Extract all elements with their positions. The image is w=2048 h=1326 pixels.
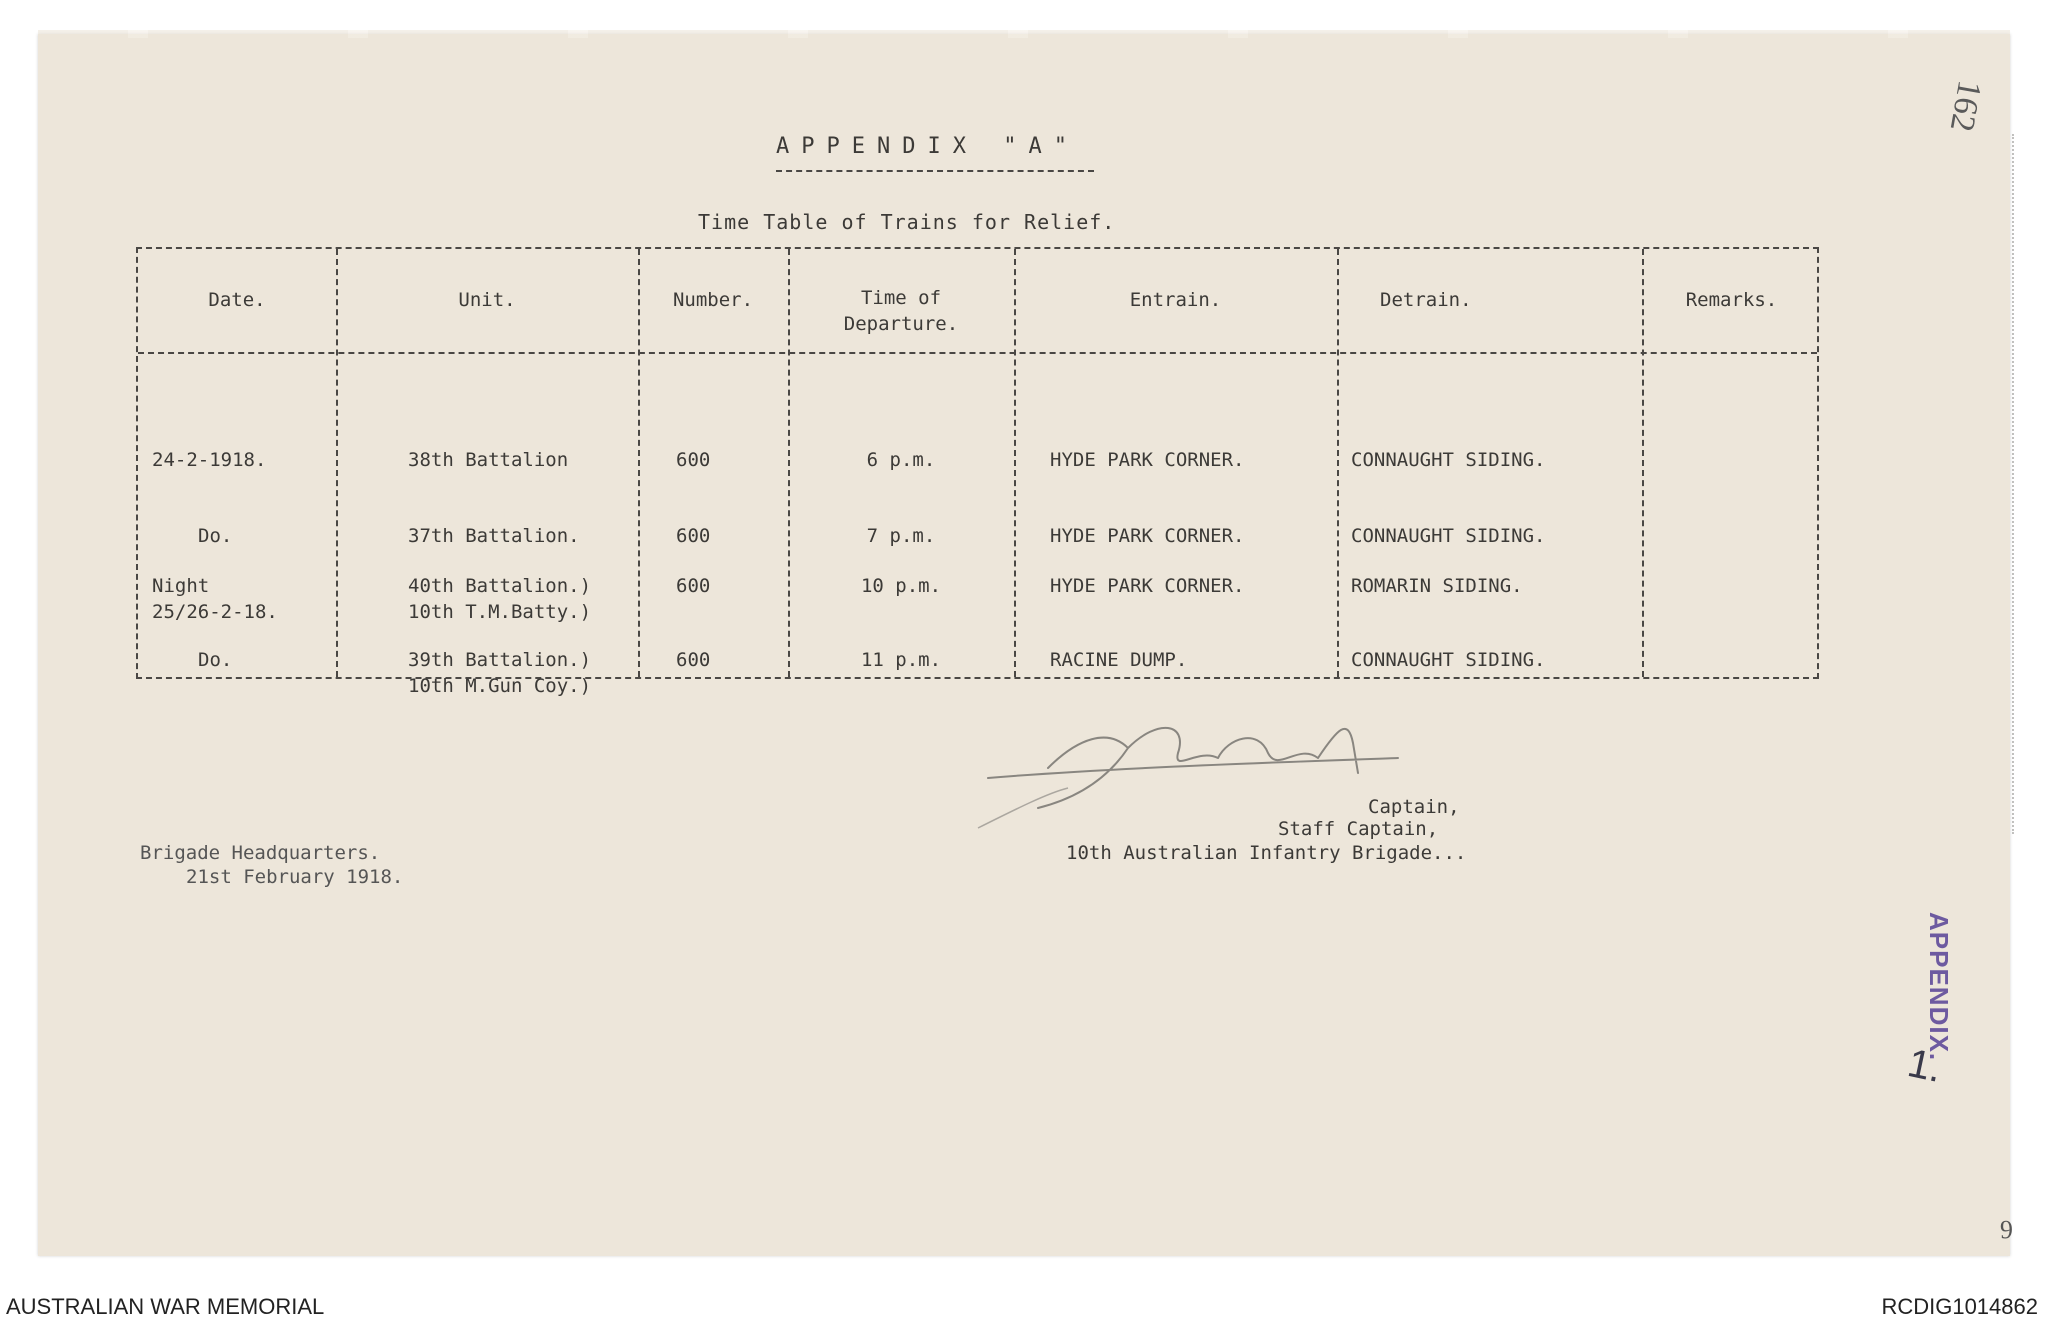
row1-departure: 6 p.m. [866,449,936,471]
row4-date: Do. [198,649,233,671]
column-divider [1337,249,1339,677]
record-id-caption: RCDIG1014862 [1881,1294,2038,1319]
header-entrain: Entrain. [1129,289,1222,311]
row4-entrain: RACINE DUMP. [1050,649,1188,671]
header-detrain: Detrain. [1380,289,1472,311]
handwritten-signature [958,698,1418,838]
row1-entrain: HYDE PARK CORNER. [1050,449,1245,471]
column-divider [638,249,640,677]
row2-date: Do. [198,525,233,547]
column-divider [1642,249,1644,677]
row3-date: Night 25/26-2-18. [152,575,278,623]
institution-caption: AUSTRALIAN WAR MEMORIAL [6,1294,325,1319]
row4-departure: 11 p.m. [860,649,942,671]
signatory-title: Staff Captain, [1278,818,1439,840]
row4-unit: 39th Battalion.) 10th M.Gun Coy.) [408,649,592,697]
train-timetable [136,247,1819,697]
row3-detrain: ROMARIN SIDING. [1351,575,1523,597]
table-title: Time Table of Trains for Relief. [698,210,1116,234]
appendix-stamp: APPENDIX. [1924,912,1954,1062]
row3-unit: 40th Battalion.) 10th T.M.Batty.) [408,575,592,623]
signatory-formation: 10th Australian Infantry Brigade... [1066,842,1467,864]
column-divider [336,249,338,677]
folio-number-bottom: 6 [2000,1215,2013,1244]
row2-departure: 7 p.m. [866,525,936,547]
header-remarks: Remarks. [1685,289,1778,311]
header-departure: Time of Departure. [843,287,959,335]
edge-marks [2012,134,2014,834]
row1-unit: 38th Battalion [408,449,569,471]
row2-number: 600 [676,525,711,547]
header-divider [138,352,1817,354]
column-divider [1014,249,1016,677]
row2-entrain: HYDE PARK CORNER. [1050,525,1245,547]
appendix-heading: APPENDIX "A" [776,134,1079,159]
heading-underline [776,170,1094,172]
row4-detrain: CONNAUGHT SIDING. [1351,649,1546,671]
row1-number: 600 [676,449,711,471]
header-unit: Unit. [458,289,516,311]
header-number: Number. [672,289,754,311]
row4-number: 600 [676,649,711,671]
header-date: Date. [208,289,266,311]
row1-date: 24-2-1918. [152,449,267,471]
signatory-rank: Captain, [1368,796,1460,818]
row3-entrain: HYDE PARK CORNER. [1050,575,1245,597]
row1-detrain: CONNAUGHT SIDING. [1351,449,1546,471]
row3-departure: 10 p.m. [860,575,942,597]
row3-number: 600 [676,575,711,597]
folio-number-top: 162 [1942,77,1988,135]
origin-place: Brigade Headquarters. [140,842,381,864]
appendix-stamp-number: 1. [1903,1041,1946,1091]
row2-detrain: CONNAUGHT SIDING. [1351,525,1546,547]
row2-unit: 37th Battalion. [408,525,580,547]
origin-date: 21st February 1918. [186,866,404,888]
document-page [38,34,2013,1256]
